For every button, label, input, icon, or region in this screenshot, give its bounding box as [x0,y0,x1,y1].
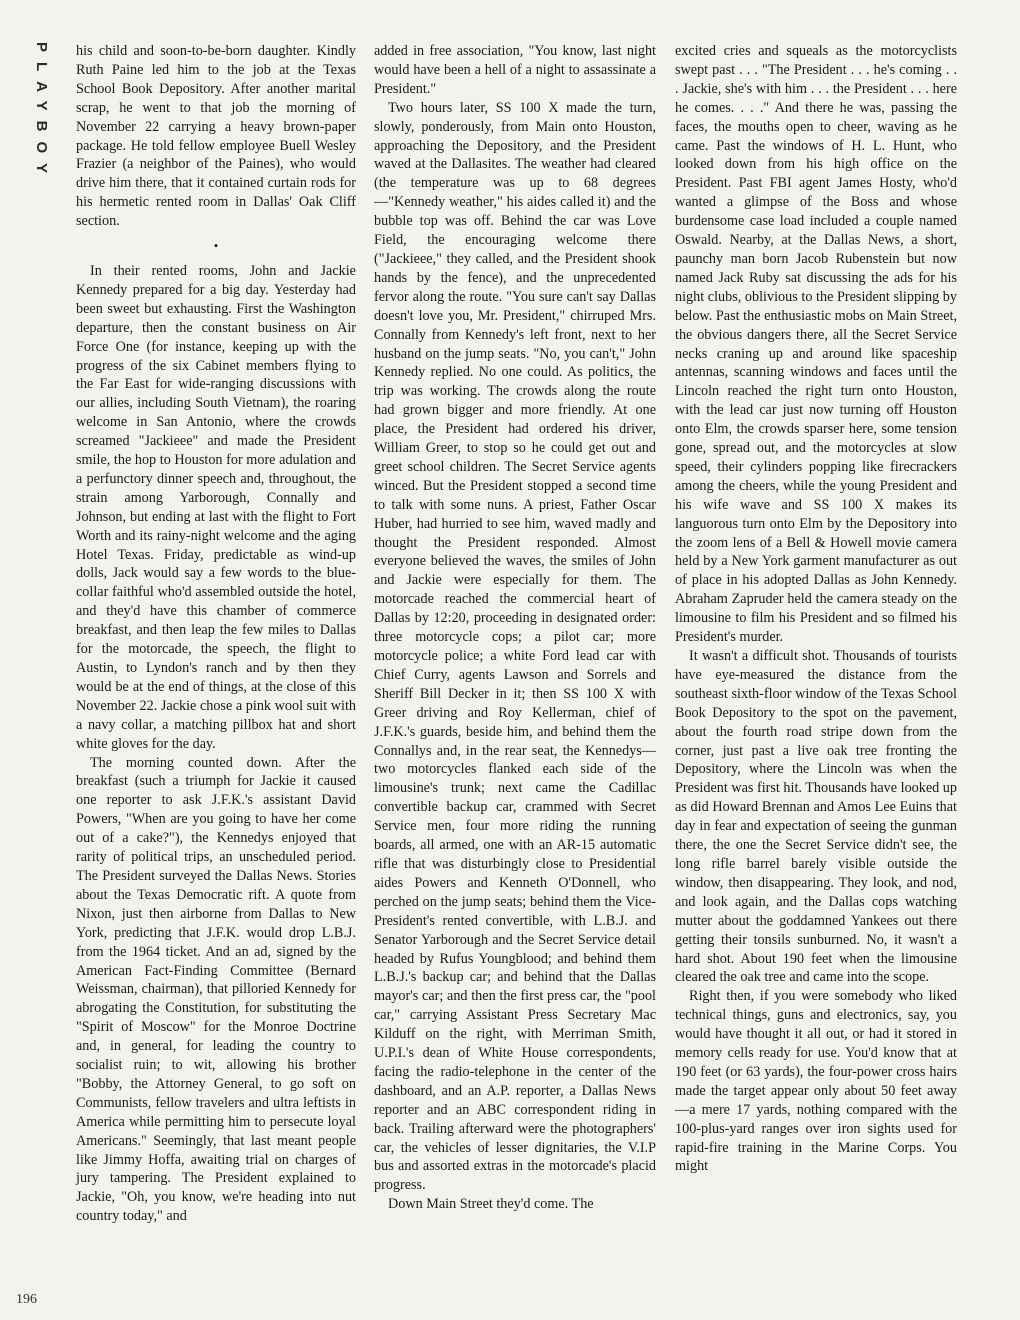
paragraph: his child and soon-to-be-born daughter. Kindly Ruth Paine led him to the job at the Texas School Book Depository. After another marital scrap, he went to that job the morning of November 22 carrying a heavy brown-paper package. He told fellow employee Buell Wesley Frazier (a neighbor of the Paines), who would drive him there, that it contained curtain rods for his hermetic rented room in Dallas' Oak Cliff section. [76,43,356,230]
paragraph: Right then, if you were somebody who liked technical things, guns and electronics, say, you would have thought it all out, or had it stored in memory cells ready for use. You'd know that at 190 feet (or 63 yards), the four-power cross hairs made the target appear only about 50 feet away—a mere 17 yards, nothing compared with the 100-plus-yard ranges over iron sights used for rapid-fire training in the Marine Corps. You might [675,988,957,1175]
paragraph: added in free association, "You know, last night would have been a hell of a night to assassinate a President." [374,43,656,97]
paragraph: The morning counted down. After the breakfast (such a triumph for Jackie it caused one reporter to ask J.F.K.'s assistant David Powers, "When are you going to have her come out of a cake?"), the Kennedys enjoyed that rarity of political trips, an unscheduled period. The President surveyed the Dallas News. Stories about the Texas Democratic rift. A quote from Nixon, just then airborne from Dallas to New York, predicting that J.F.K. would drop L.B.J. from the 1964 ticket. And an ad, signed by the American Fact-Finding Committee (Bernard Weissman, chairman), that pilloried Kennedy for abrogating the Constitution, for substituting the "Spirit of Moscow" for the Monroe Doctrine and, in general, for leading the country to socialist ruin; to wit, allowing his brother "Bobby, the Attorney General, to go soft on Communists, fellow travelers and ultra leftists in America while permitting him to persecute loyal Americans." Seemingly, that last meant people like Jimmy Hoffa, awaiting trial on charges of jury tampering. The President explained to Jackie, "Oh, you know, we're heading into nut country today," and [76,754,356,1225]
paragraph: Down Main Street they'd come. The [388,1196,594,1213]
section-bullet: • [213,238,219,254]
text-column-3 [675,42,957,1176]
text-column-2 [374,42,656,1214]
paragraph: Two hours later, SS 100 X made the turn, slowly, ponderously, from Main onto Houston, approaching the Depository, and the President waved at the Dallasites. The weather had cleared (the temperature was up to 68 degrees—"Kennedy weather," his aides called it) and the bubble top was off. Behind the car was Love Field, the encouraging welcome there ("Jackieee," they called, and the President shook hands by the fence), and the unprecedented fervor along the route. "You sure can't say Dallas doesn't love you, Mr. President," chirruped Mrs. Connally from Kennedy's left front, next to her husband on the jump seats. "No, you can't," John Kennedy replied. No one could. As politics, the trip was working. The crowds along the route had grown bigger and more friendly. At one place, the President had ordered his driver, William Greer, to stop so he could get out and greet school children. The Secret Service agents winced. But the President stopped a second time to talk with some nuns. A priest, Father Oscar Huber, had hurried to see him, waved madly and thought the President responded. Almost everyone believed the waves, the smiles of John and Jackie were especially for them. The motorcade reached the commercial heart of Dallas by 12:20, proceeding in designated order: three motorcycle cops; a pilot car; more motorcycle police; a white Ford lead car with Chief Curry, agents Lawson and Sorrels and Sheriff Bill Decker in it; then SS 100 X with Greer driving and Roy Kellerman, chief of J.F.K.'s guards, beside him, and behind them the Connallys and, in the rear seat, the Kennedys—two motorcycles flanked each side of the limousine's trunk; next came the Cadillac convertible backup car, crammed with Secret Service men, four more riding the running boards, all armed, one with an AR-15 automatic rifle that was disturbingly close to Presidential aides Powers and Kenneth O'Donnell, who perched on the jump seats; behind them the Vice-President's rented convertible, with L.B.J. and Senator Yarborough and the Secret Service detail headed by Rufus Youngblood; and behind them L.B.J.'s backup car; and behind that the Dallas mayor's car; and then the first press car, the "pool car," carrying Assistant Press Secretary Mac Kilduff on the right, with Merriman Smith, U.P.I.'s dean of White House correspondents, facing the radio-telephone in the center of the dashboard, and an A.P. reporter, a Dallas News reporter and an ABC correspondent riding in back. Trailing afterward were the photographers' car, the vehicles of lesser dignitaries, the V.I.P bus and assorted extras in the motorcade's placid progress. [374,99,656,1194]
paragraph: excited cries and squeals as the motorcyclists swept past . . . "The President . . . he's coming . . . Jackie, she's with him . . . the President . . . here he comes. . . ." And there he was, passing the faces, the mouths open to cheer, waving as he came. Past the windows of H. L. Hunt, who looked down from his high office on the President. Past FBI agent James Hosty, who'd wanted a glimpse of the Boss and whose burdensome case load included a couple named Oswald. Nearby, at the Dallas News, a short, paunchy man born Jacob Rubenstein but now named Jack Ruby sat discussing the ads for his night clubs, oblivious to the President slipping by below. Past the enthusiastic mobs on Main Street, the obvious dangers there, all the Secret Service necks craning up and around like spaceship antennas, scanning windows and faces until the Lincoln reached the right turn onto Houston, with the lead car just now turning off Houston onto Elm, the crowds sparser here, some tension gone, spread out, and the motorcycles at slow speed, their cylinders popping like firecrackers among the cheers, while the young President and his wife wave and SS 100 X makes its languorous turn onto Elm by the Depository into the zoom lens of a Bell & Howell movie camera held by a New York garment manufacturer as out of place in his adopted Dallas as John Kennedy. Abraham Zapruder held the camera steady on the limousine to film his President and so filmed his President's murder. [675,43,957,646]
paragraph: In their rented rooms, John and Jackie Kennedy prepared for a big day. Yesterday had been sweet but exhausting. First the Washington departure, then the constant business on Air Force One (for instance, keeping up with the progress of the six Cabinet members flying to the Far East for wide-ranging discussions with our allies, including South Vietnam), the roaring welcome in San Antonio, where the crowds screamed "Jackieee" and made the President smile, the hop to Houston for more adulation and a perfunctory dinner speech and, throughout, the strain among Yarborough, Connally and Johnson, but ending at last with the flight to Fort Worth and its rainy-night welcome and the aging Hotel Texas. Friday, predictable as wind-up dolls, Jack would say a few words to the blue-collar faithful who'd assembled outside the hotel, and they'd have this chamber of commerce breakfast, and then leap the few miles to Dallas for the motorcade, the speech, the flight to Austin, to Lyndon's ranch and by then they would be at the end of things, at the close of this November 22. Jackie chose a pink wool suit with a navy collar, a matching pillbox hat and short white gloves for the day. [76,262,356,752]
magazine-masthead: PLAYBOY [33,42,50,184]
text-column-1 [76,42,356,1226]
page-number: 196 [16,1292,37,1307]
paragraph: It wasn't a difficult shot. Thousands of tourists have eye-measured the distance from the southeast sixth-floor window of the Texas School Book Depository to the spot on the pavement, about the fourth road stripe down from the corner, just past a live oak tree fronting the Depository, where the Lincoln was when the President was first hit. Thousands have looked up as did Howard Brennan and Amos Lee Euins that day in fear and expectation of seeing the gunman there, the one the Secret Service didn't see, the long rifle barrel barely visible outside the window, then disappearing. They look, and nod, and look again, and the Dallas cops watching mutter about the goddamned Yankees out there getting their tonsils sunburned. No, it wasn't a hard shot. About 190 feet when the limousine cleared the oak tree and came into the scope. [675,648,957,986]
